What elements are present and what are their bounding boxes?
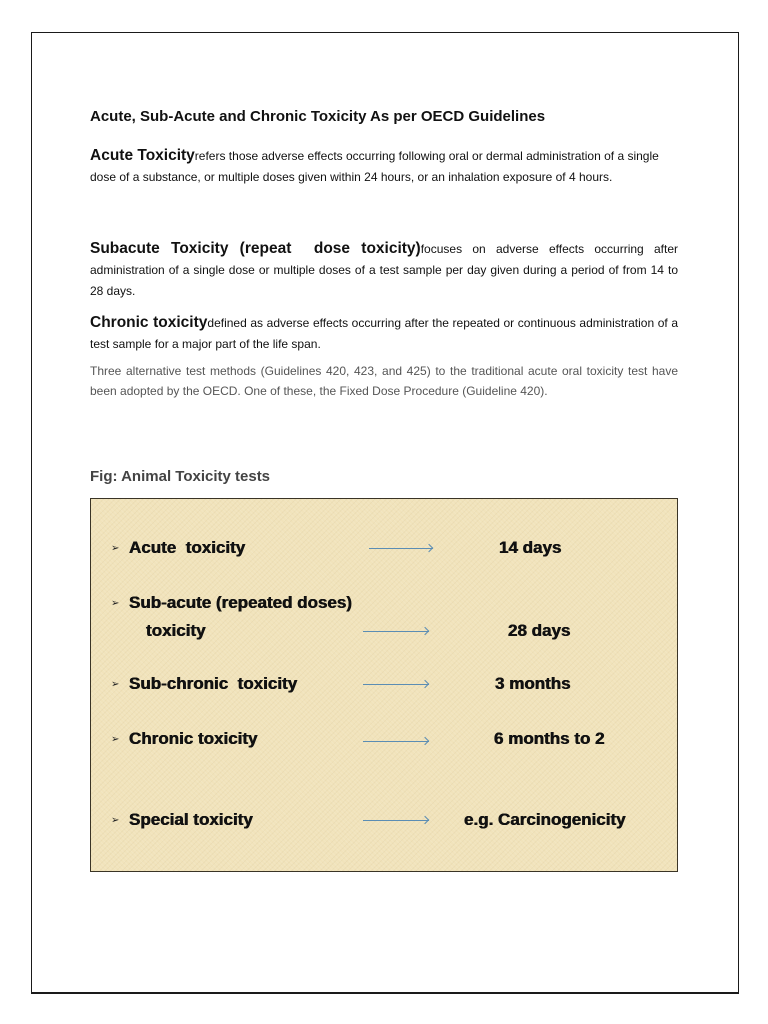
test-duration-subchronic: 3 months	[495, 674, 571, 693]
paragraph-lead: Subacute Toxicity (repeat dose toxicity)	[90, 240, 421, 257]
paragraph-body: refers those adverse effects occurring following oral or dermal administration of a single dose of a substance, or multiple doses given within 24 hours, or an inhalation exposure of 4 hours.	[90, 149, 659, 184]
test-label-subacute-continued: toxicity	[146, 621, 206, 640]
arrowhead-bullet-icon	[111, 594, 123, 614]
test-label-subchronic: Sub-chronic toxicity	[129, 674, 298, 693]
paragraph-chronic-toxicity	[90, 312, 678, 355]
arrowhead-bullet-icon	[111, 539, 123, 559]
right-arrow-icon	[363, 820, 429, 821]
test-label-special: Special toxicity	[129, 810, 253, 829]
test-duration-chronic: 6 months to 2	[494, 729, 605, 748]
figure-caption: Fig: Animal Toxicity tests	[90, 468, 271, 485]
paragraph-oecd-note: Three alternative test methods (Guidelines 420, 423, and 425) to the traditional acute oral toxicity test have been adopted by the OECD. One of these, the Fixed Dose Procedure (Guideline 420).	[90, 364, 678, 398]
arrowhead-bullet-icon	[111, 730, 123, 750]
right-arrow-icon	[363, 741, 429, 742]
test-label-acute: Acute toxicity	[129, 538, 246, 557]
document-title: Acute, Sub-Acute and Chronic Toxicity As per OECD Guidelines	[90, 108, 546, 125]
right-arrow-icon	[363, 631, 429, 632]
paragraph-subacute-toxicity	[90, 238, 678, 302]
right-arrow-icon	[363, 684, 429, 685]
test-label-subacute: Sub-acute (repeated doses)	[129, 593, 352, 612]
test-duration-subacute: 28 days	[508, 621, 571, 640]
paragraph-body: focuses on adverse effects occurring after administration of a single dose or multiple doses of a test sample per day given during a period of from 14 to 28 days.	[90, 242, 678, 298]
toxicity-tests-figure	[90, 498, 678, 872]
paragraph-lead: Chronic toxicity	[90, 314, 208, 331]
test-duration-special: e.g. Carcinogenicity	[464, 810, 626, 829]
paragraph-lead: Acute Toxicity	[90, 147, 195, 164]
test-duration-acute: 14 days	[499, 538, 562, 557]
arrowhead-bullet-icon	[111, 811, 123, 831]
arrowhead-bullet-icon	[111, 675, 123, 695]
paragraph-acute-toxicity	[90, 145, 665, 188]
paragraph-body: defined as adverse effects occurring after the repeated or continuous administration of a test sample for a major part of the life span.	[90, 316, 678, 351]
test-label-chronic: Chronic toxicity	[129, 729, 258, 748]
right-arrow-icon	[369, 548, 433, 549]
